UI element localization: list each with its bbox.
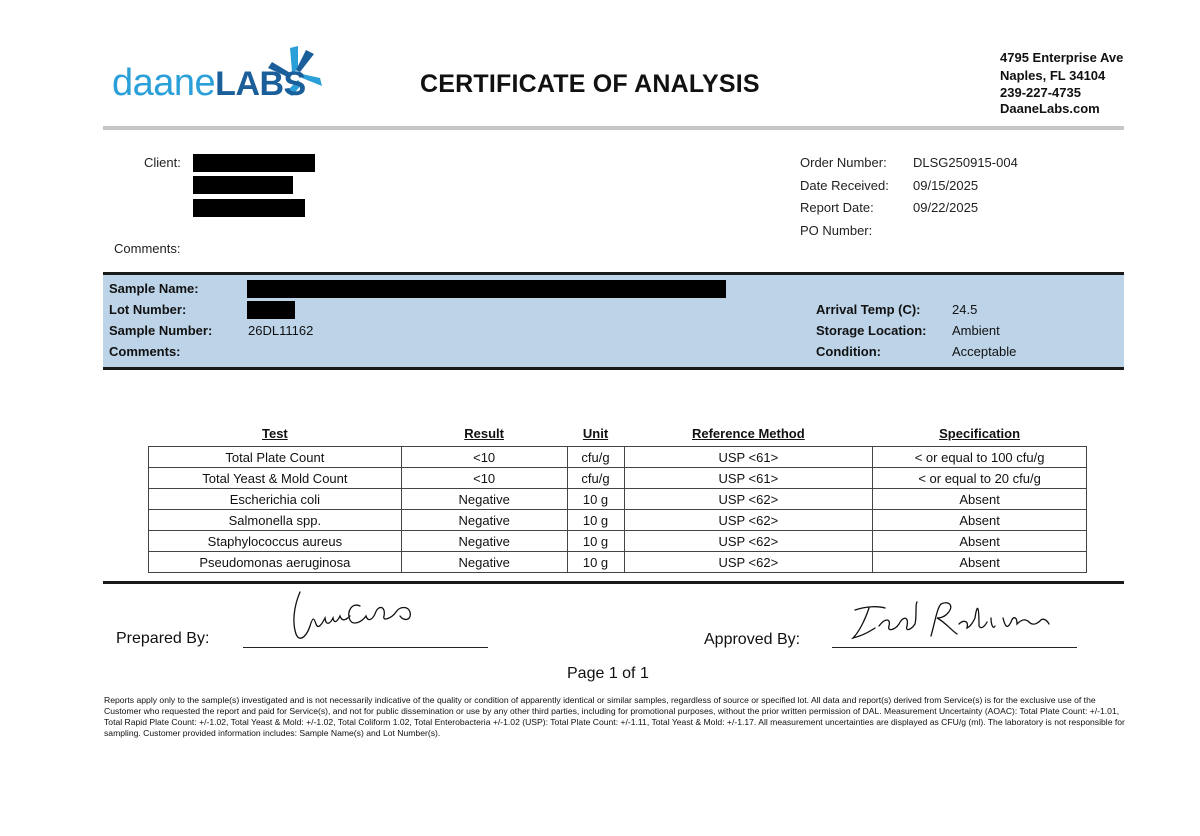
cell-method: USP <62> [624, 510, 873, 531]
prepared-by-label: Prepared By: [116, 630, 210, 647]
header-reference-method: Reference Method [691, 425, 805, 441]
table-row [149, 531, 1087, 552]
cell-method: USP <62> [624, 531, 873, 552]
header-result: Result [464, 425, 504, 441]
header-unit: Unit [582, 425, 609, 441]
address-city: Naples, FL 34104 [1000, 68, 1106, 83]
condition-label: Condition: [816, 344, 881, 359]
cell-unit: 10 g [567, 510, 624, 531]
client-address-redaction [193, 176, 293, 194]
sample-comments-label: Comments: [109, 344, 181, 359]
approved-by-label: Approved By: [704, 631, 801, 648]
cell-method: USP <62> [624, 489, 873, 510]
cell-result: Negative [401, 510, 567, 531]
cell-unit: cfu/g [567, 468, 624, 489]
cell-specification: Absent [873, 510, 1087, 531]
table-row [149, 510, 1087, 531]
storage-location-label: Storage Location: [816, 323, 927, 338]
header-test: Test [261, 425, 288, 441]
header-specification: Specification [939, 425, 1021, 441]
cell-test: Total Yeast & Mold Count [149, 468, 402, 489]
arrival-temp-label: Arrival Temp (C): [816, 302, 921, 317]
cell-test: Total Plate Count [149, 447, 402, 468]
approved-by-line [832, 647, 1077, 648]
cell-result: <10 [401, 447, 567, 468]
report-date-label: Report Date: [800, 200, 874, 215]
address-phone: 239-227-4735 [1000, 85, 1081, 100]
sample-number-label: Sample Number: [109, 323, 213, 338]
daanelabs-logo [112, 44, 332, 110]
date-received-value: 09/15/2025 [913, 178, 979, 193]
sample-name-label: Sample Name: [109, 281, 199, 296]
cell-method: USP <61> [624, 468, 873, 489]
cell-unit: 10 g [567, 489, 624, 510]
cell-result: Negative [401, 552, 567, 573]
results-header-row [149, 424, 1087, 447]
signature-divider [103, 581, 1124, 584]
disclaimer-text: Reports apply only to the sample(s) investigated and is not necessarily indicative of the quality or condition of apparently identical or similar samples, regardless of source or specified lot. All data and report(s) derived from Service(s) is for the exclusive use of the Customer who requested the report and paid for Service(s), and not for public dissemination or use by any other third parties, including for promotional purposes, without the prior written permission of DAL. Measurement Uncertainty (AOAC): Total Plate Count: +/-1.01, Total Rapid Plate Count: +/-1.02, Total Yeast & Mold: +/-1.02, Total Coliform 1.02, Total Enterobacteria +/-1.02 (USP): Total Plate Count: +/-1.11, Total Yeast & Mold: +/-1.17. All measurement uncertainties are displayed as CFU/g (ml). The laboratory is not responsible for sampling. Customer provided information includes: Sample Name(s) and Lot Number(s). [104, 695, 1125, 738]
cell-result: <10 [401, 468, 567, 489]
client-comments-label: Comments: [114, 241, 181, 256]
logo-labs-text: LABS [215, 65, 306, 103]
client-name-redaction [193, 154, 315, 172]
cell-test: Staphylococcus aureus [149, 531, 402, 552]
cell-method: USP <61> [624, 447, 873, 468]
document-title: CERTIFICATE OF ANALYSIS [420, 70, 760, 98]
report-date-value: 09/22/2025 [913, 200, 979, 215]
order-number-label: Order Number: [800, 155, 887, 170]
cell-specification: < or equal to 20 cfu/g [873, 468, 1087, 489]
logo-wordmark [112, 62, 306, 105]
cell-unit: cfu/g [567, 447, 624, 468]
date-received-label: Date Received: [800, 178, 889, 193]
cell-specification: Absent [873, 489, 1087, 510]
logo-daane-text: daane [112, 62, 216, 104]
table-row [149, 468, 1087, 489]
sample-name-redaction [247, 280, 726, 298]
table-row [149, 489, 1087, 510]
client-city-redaction [193, 199, 305, 217]
approved-by-signature [845, 596, 1065, 644]
address-website: DaaneLabs.com [1000, 101, 1100, 116]
header-divider [103, 126, 1124, 130]
prepared-by-line [243, 647, 488, 648]
storage-location-value: Ambient [952, 323, 1000, 338]
results-table [148, 424, 1087, 573]
cell-method: USP <62> [624, 552, 873, 573]
cell-test: Pseudomonas aeruginosa [149, 552, 402, 573]
client-label: Client: [144, 155, 181, 170]
condition-value: Acceptable [952, 344, 1017, 359]
table-row [149, 447, 1087, 468]
sample-info-panel [103, 272, 1124, 370]
address-street: 4795 Enterprise Ave [1000, 50, 1124, 65]
po-number-label: PO Number: [800, 223, 873, 238]
lot-number-label: Lot Number: [109, 302, 187, 317]
cell-test: Escherichia coli [149, 489, 402, 510]
cell-result: Negative [401, 489, 567, 510]
cell-unit: 10 g [567, 531, 624, 552]
arrival-temp-value: 24.5 [952, 302, 978, 317]
cell-specification: Absent [873, 531, 1087, 552]
cell-specification: Absent [873, 552, 1087, 573]
cell-result: Negative [401, 531, 567, 552]
cell-test: Salmonella spp. [149, 510, 402, 531]
order-number-value: DLSG250915-004 [913, 155, 1018, 170]
prepared-by-signature [280, 588, 440, 646]
cell-specification: < or equal to 100 cfu/g [873, 447, 1087, 468]
cell-unit: 10 g [567, 552, 624, 573]
page-number: Page 1 of 1 [567, 665, 649, 682]
lot-number-redaction [247, 301, 295, 319]
sample-number-value: 26DL11162 [248, 323, 314, 338]
table-row [149, 552, 1087, 573]
